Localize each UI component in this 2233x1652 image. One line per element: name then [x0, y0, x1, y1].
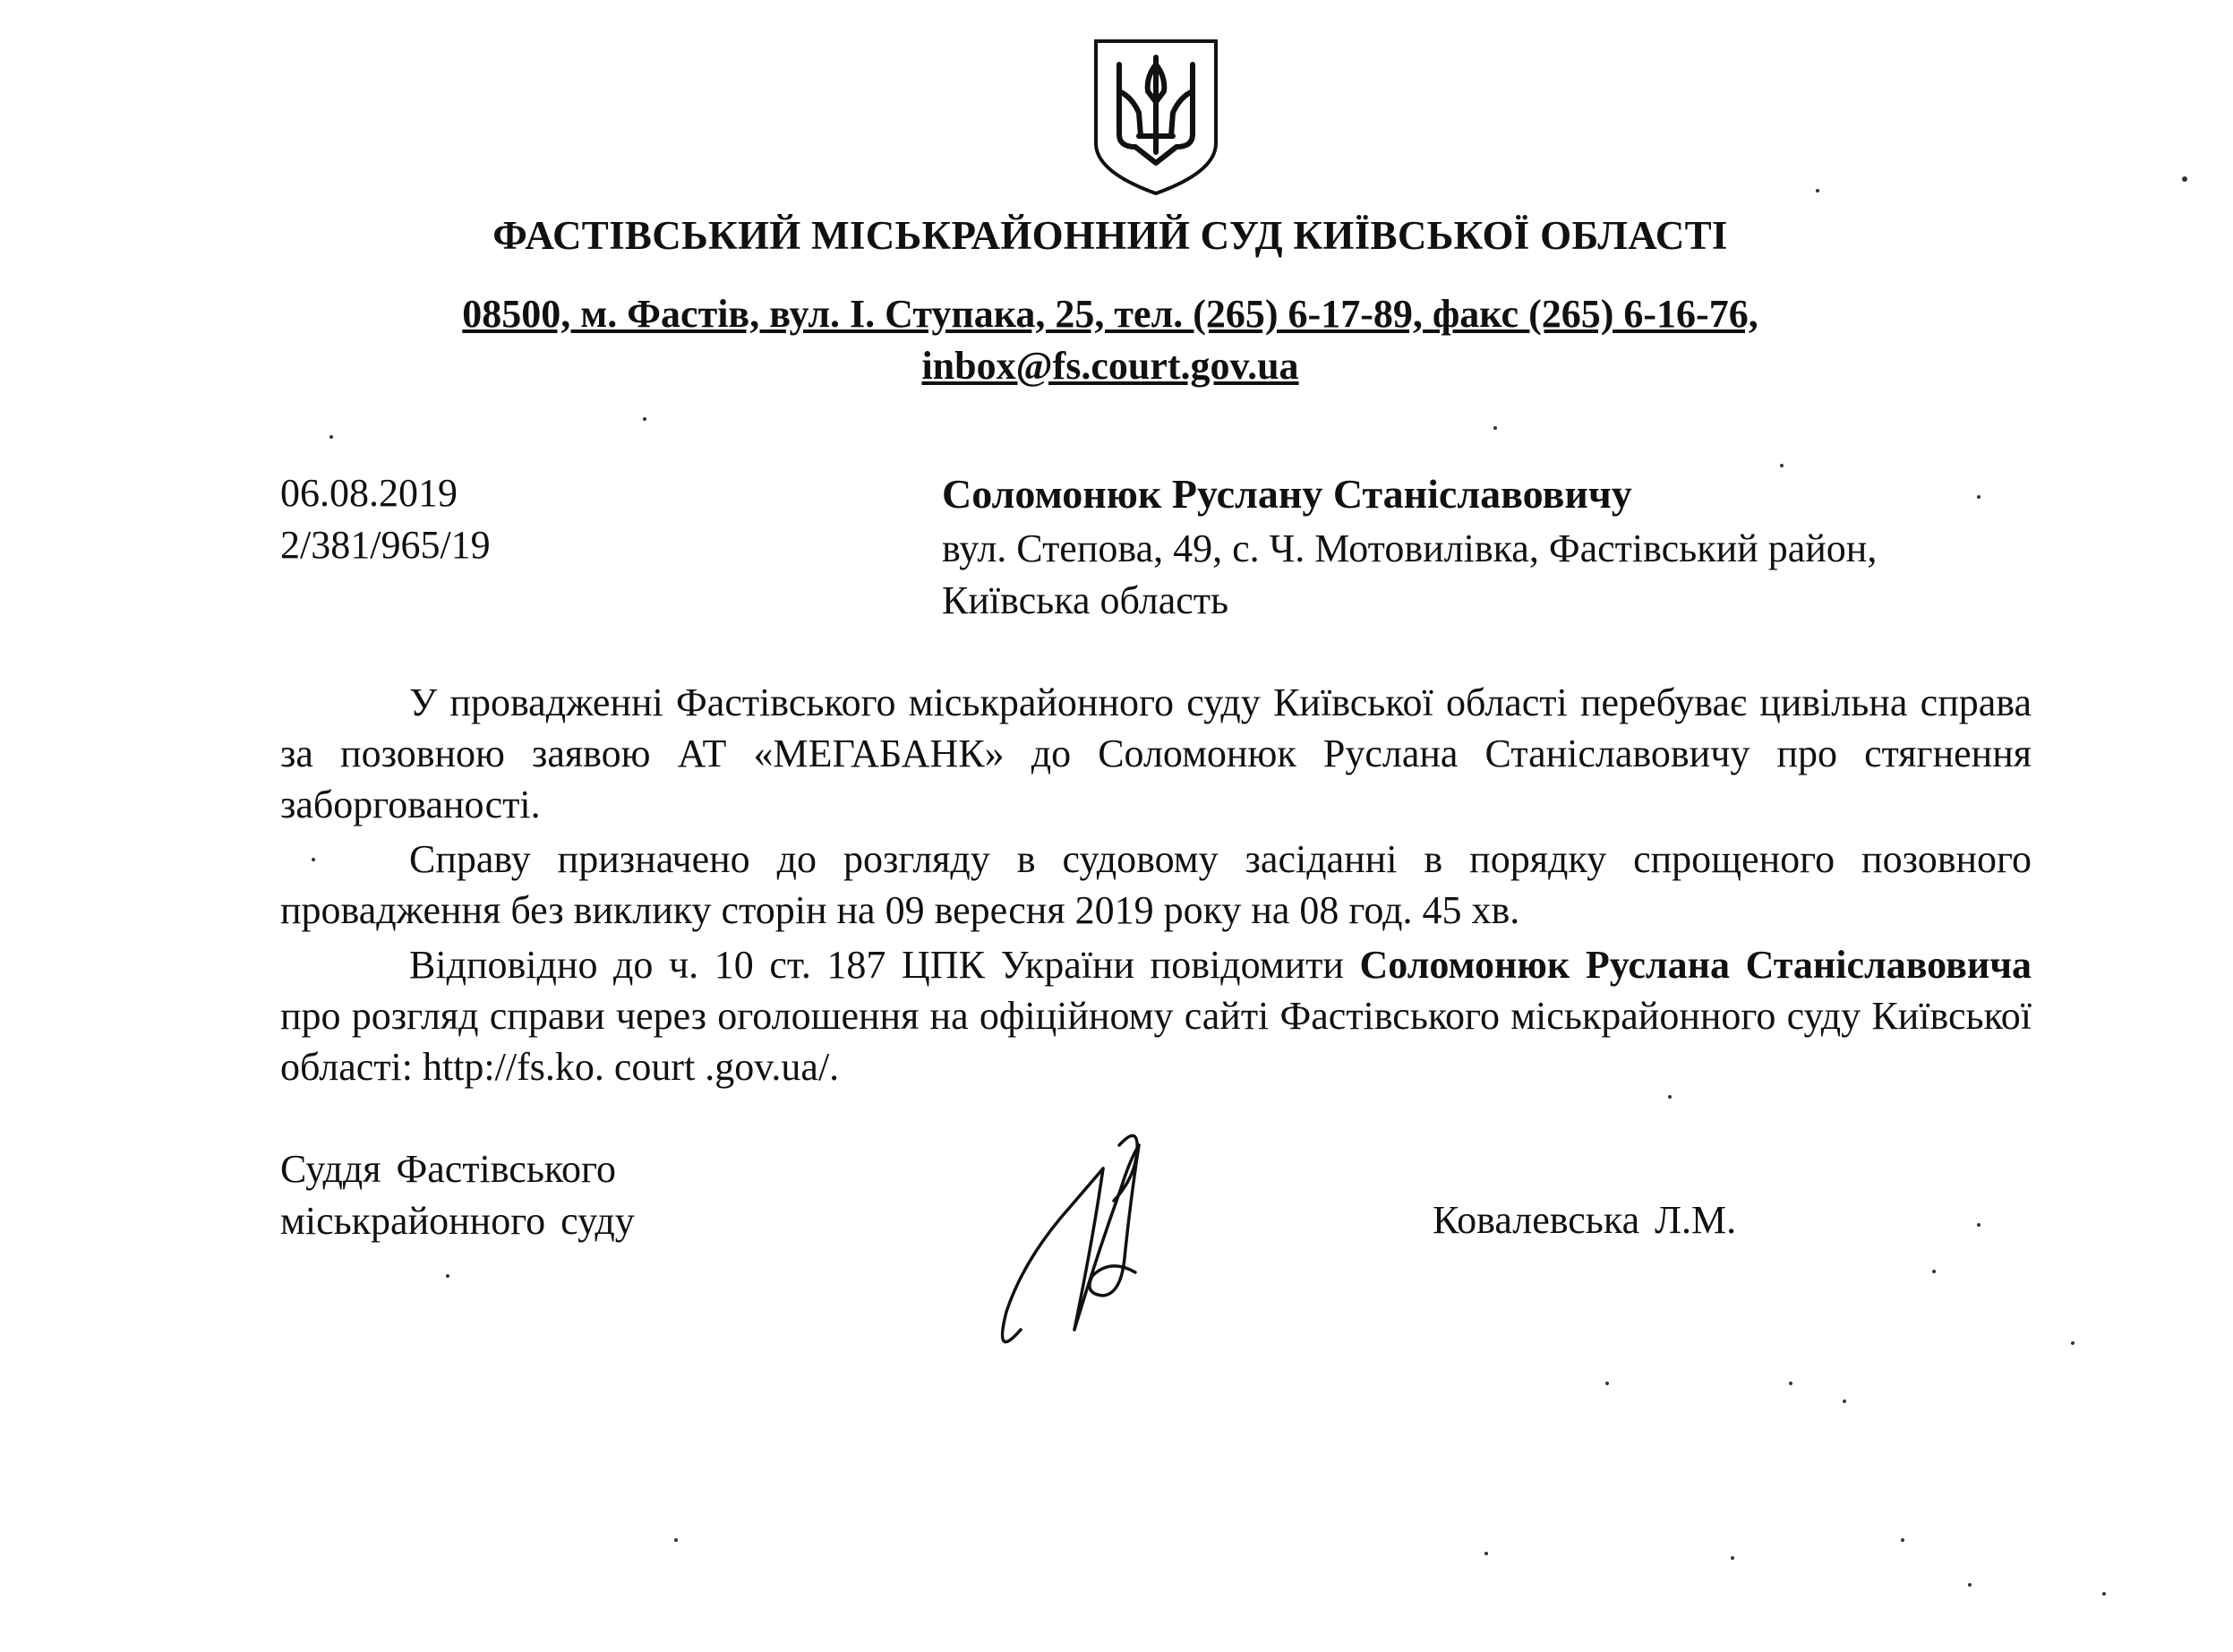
recipient-address-line1: вул. Степова, 49, с. Ч. Мотовилівка, Фастівський район, — [942, 526, 1878, 570]
trident-emblem-icon — [1091, 38, 1221, 197]
body-paragraph-2: Справу призначено до розгляду в судовому засіданні в порядку спрощеного позовного провадження без виклику сторін на 09 вересня 2019 року на 08 год. 45 хв. — [280, 837, 2032, 932]
body-paragraph-3-prefix: Відповідно до ч. 10 ст. 187 ЦПК України повідомити — [409, 943, 1360, 987]
recipient-address-line2: Київська область — [942, 578, 1229, 622]
defendant-name-bold: Соломонюк Руслана Станіславовича — [1359, 943, 2032, 987]
judge-title-line2: міськрайонного суду — [280, 1199, 635, 1243]
judge-name: Ковалевська Л.М. — [1433, 1198, 1737, 1242]
signature-icon — [985, 1106, 1209, 1374]
court-address: 08500, м. Фастів, вул. І. Ступака, 25, тел. (265) 6-17-89, факс (265) 6-16-76, — [462, 292, 1758, 336]
court-email-link[interactable]: inbox@fs.court.gov.ua — [921, 344, 1299, 388]
body-paragraph-3 — [280, 939, 2032, 1092]
document-reference: 2/381/965/19 — [280, 523, 491, 567]
recipient-name: Соломонюк Руслану Станіславовичу — [942, 471, 1632, 517]
body-paragraph-1: У провадженні Фастівського міськрайонного суду Київської області перебуває цивільна справа за позовною заявою АТ «МЕГАБАНК» до Соломонюк Руслана Станіславовичу про стягнення заборгованості. — [280, 680, 2032, 826]
document-date: 06.08.2019 — [280, 471, 458, 515]
body-paragraph-3-suffix: про розгляд справи через оголошення на офіційному сайті Фастівського міськрайонного суду Київської області: http://fs.ko. court .gov.ua/. — [280, 994, 2032, 1089]
court-name: ФАСТІВСЬКИЙ МІСЬКРАЙОННИЙ СУД КИЇВСЬКОЇ ОБЛАСТІ — [492, 213, 1728, 258]
court-email-line — [269, 343, 1952, 389]
judge-title-line1: Суддя Фастівського — [280, 1147, 616, 1191]
